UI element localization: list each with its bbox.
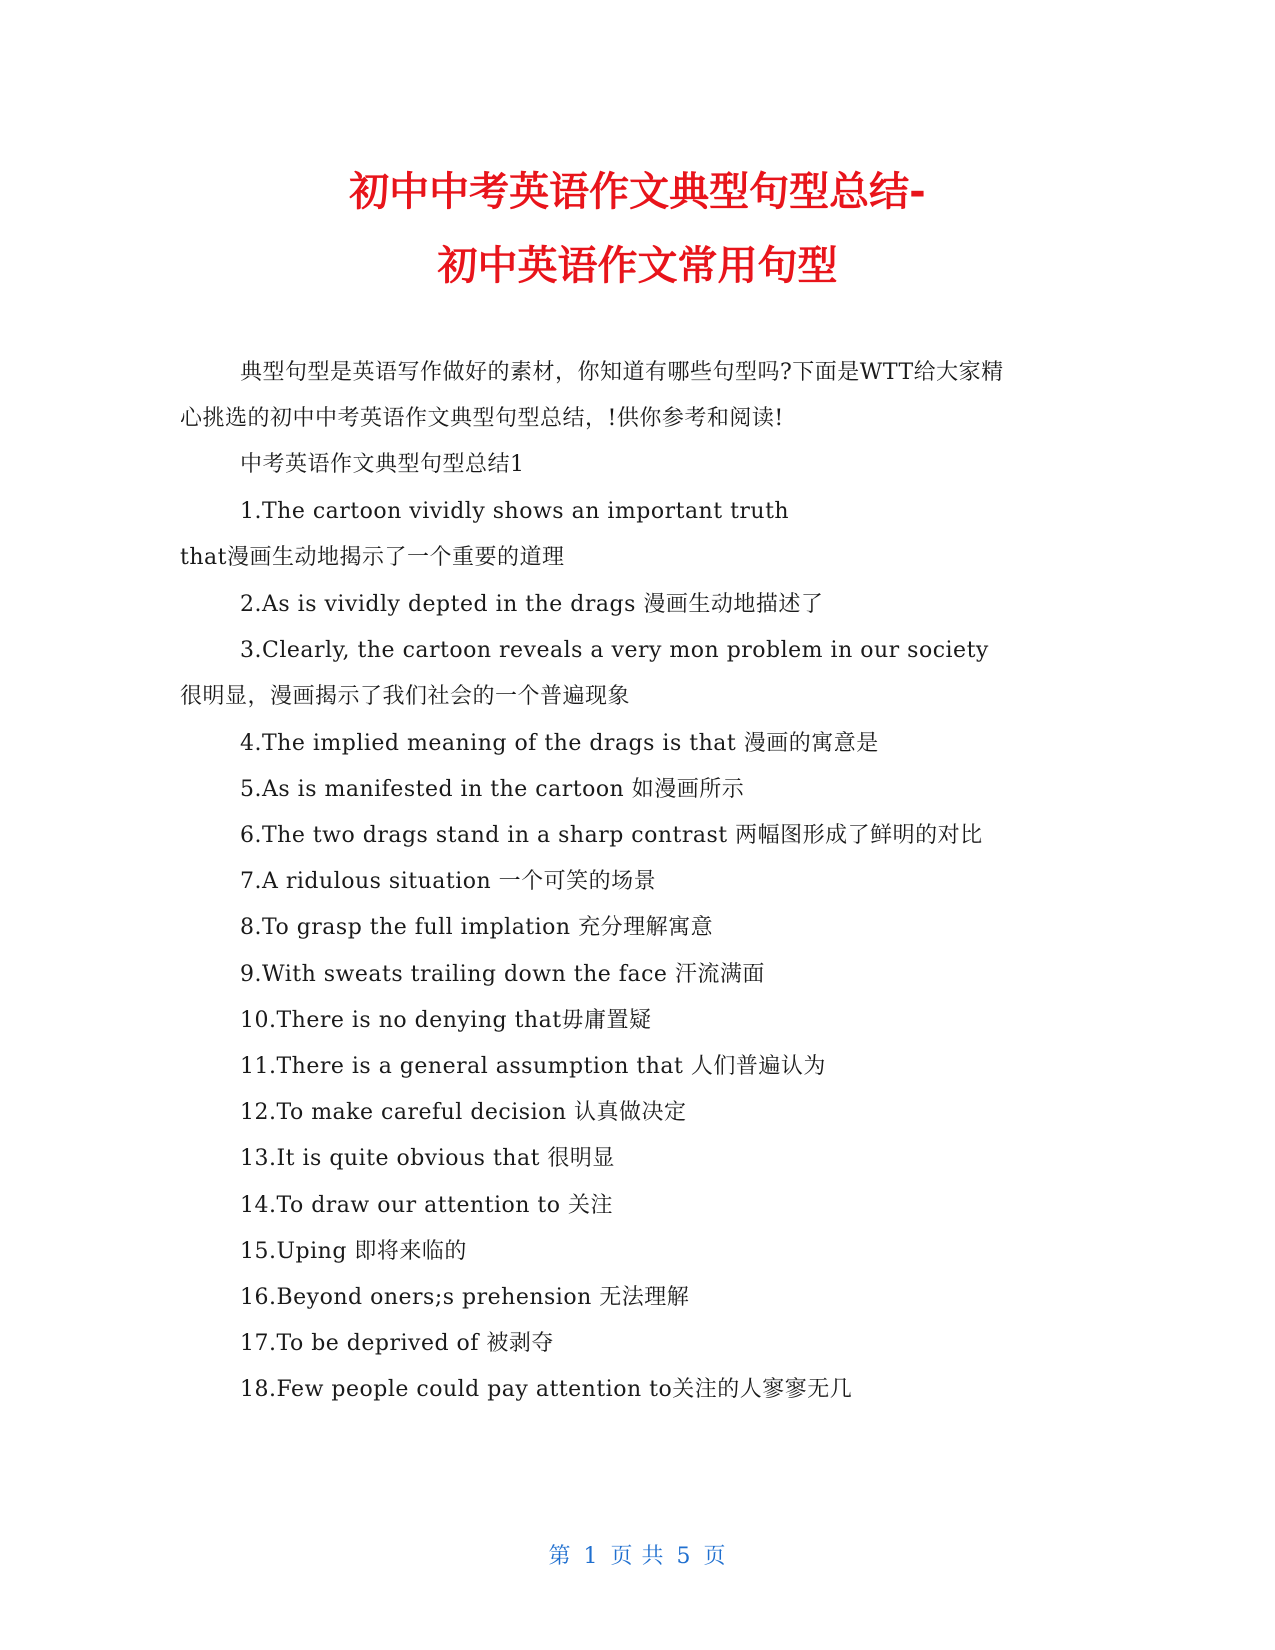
footer-prefix: 第 xyxy=(548,1544,572,1569)
list-item: 7.A ridulous situation 一个可笑的场景 xyxy=(240,869,657,894)
list-item: 很明显，漫画揭示了我们社会的一个普遍现象 xyxy=(180,684,631,709)
intro-paragraph-line1: 典型句型是英语写作做好的素材，你知道有哪些句型吗?下面是WTT给大家精 xyxy=(240,360,1004,385)
section-heading: 中考英语作文典型句型总结1 xyxy=(240,452,525,477)
list-item: 4.The implied meaning of the drags is that 漫画的寓意是 xyxy=(240,731,879,756)
footer-total-pages: 5 xyxy=(676,1544,692,1569)
page-footer xyxy=(0,1542,1275,1572)
list-item: 9.With sweats trailing down the face 汗流满面 xyxy=(240,962,765,987)
list-item: 17.To be deprived of 被剥夺 xyxy=(240,1331,554,1356)
intro-paragraph-line2: 心挑选的初中中考英语作文典型句型总结，!供你参考和阅读! xyxy=(180,406,784,431)
footer-current-page: 1 xyxy=(583,1544,599,1569)
list-item: 10.There is no denying that毋庸置疑 xyxy=(240,1008,652,1033)
list-item: 14.To draw our attention to 关注 xyxy=(240,1193,614,1218)
footer-suffix: 页 xyxy=(703,1544,727,1569)
list-item: 15.Uping 即将来临的 xyxy=(240,1239,467,1264)
list-item: 3.Clearly, the cartoon reveals a very mon problem in our society xyxy=(240,638,989,663)
document-title-line1: 初中中考英语作文典型句型总结- xyxy=(349,169,926,215)
list-item: 18.Few people could pay attention to关注的人寥寥无几 xyxy=(240,1377,853,1402)
list-item: 12.To make careful decision 认真做决定 xyxy=(240,1100,687,1125)
list-item: 5.As is manifested in the cartoon 如漫画所示 xyxy=(240,777,745,802)
list-item: 2.As is vividly depted in the drags 漫画生动地描述了 xyxy=(240,592,824,617)
list-item: 1.The cartoon vividly shows an important truth xyxy=(240,499,790,524)
list-item: that漫画生动地揭示了一个重要的道理 xyxy=(180,545,565,570)
list-item: 8.To grasp the full implation 充分理解寓意 xyxy=(240,915,714,940)
footer-middle: 页 共 xyxy=(610,1544,665,1569)
list-item: 11.There is a general assumption that 人们普遍认为 xyxy=(240,1054,826,1079)
list-item: 13.It is quite obvious that 很明显 xyxy=(240,1146,615,1171)
list-item: 6.The two drags stand in a sharp contrast 两幅图形成了鲜明的对比 xyxy=(240,823,983,848)
list-item: 16.Beyond oners;s prehension 无法理解 xyxy=(240,1285,690,1310)
document-title-line2: 初中英语作文常用句型 xyxy=(437,243,838,289)
